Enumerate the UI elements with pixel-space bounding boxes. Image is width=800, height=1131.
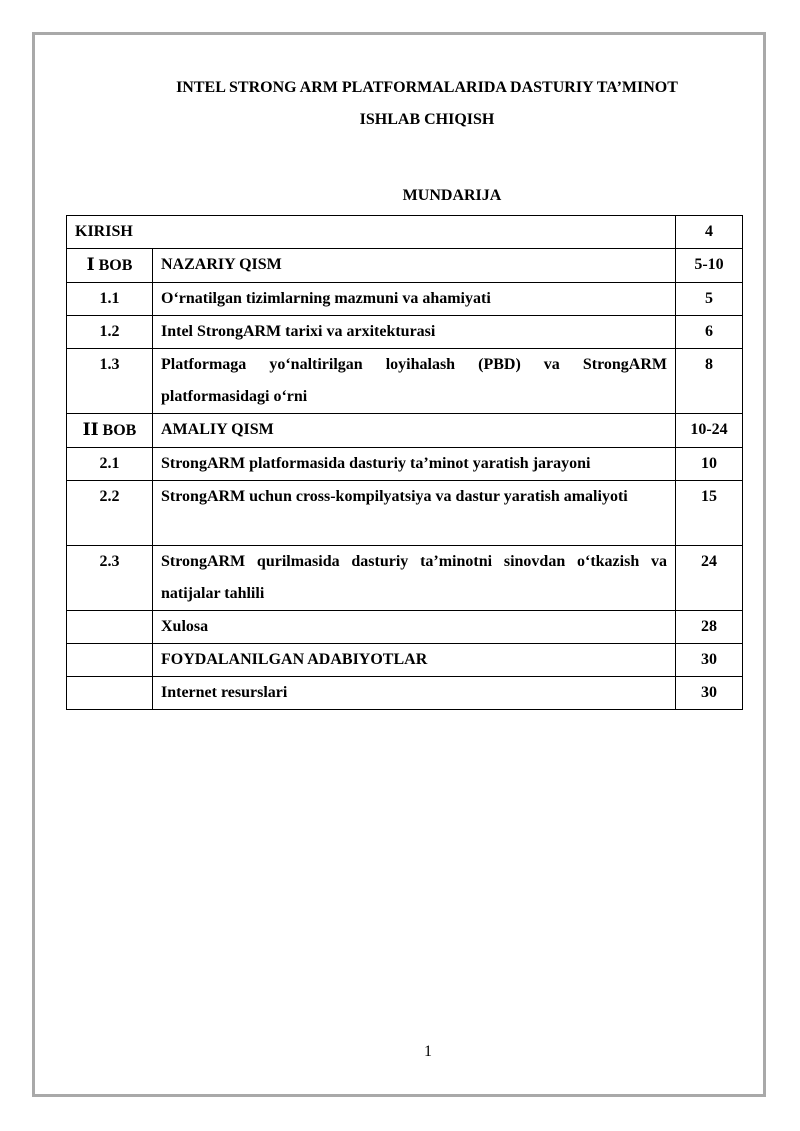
roman-numeral: II: [82, 420, 99, 440]
toc-title-cell: O‘rnatilgan tizimlarning mazmuni va ahamiyati: [153, 283, 676, 316]
toc-row-kirish: [67, 216, 743, 249]
toc-row: [67, 448, 743, 481]
toc-number-cell: 2.1: [67, 448, 153, 481]
document-title-line-1: INTEL STRONG ARM PLATFORMALARIDA DASTURIY TA’MINOT: [176, 79, 678, 96]
toc-title-cell: Platformaga yo‘naltirilgan loyihalash (PBD) va StrongARM platformasidagi o‘rni: [153, 349, 676, 414]
toc-title-cell: Internet resurslari: [153, 677, 676, 710]
toc-page-cell: 10: [676, 448, 743, 481]
toc-number-cell: 1.2: [67, 316, 153, 349]
toc-heading: MUNDARIJA: [402, 187, 502, 204]
table-of-contents: [66, 215, 743, 710]
toc-number-cell: [67, 249, 153, 283]
toc-page-cell: 6: [676, 316, 743, 349]
toc-row: [67, 611, 743, 644]
toc-title-cell: FOYDALANILGAN ADABIYOTLAR: [153, 644, 676, 677]
toc-title-cell: Xulosa: [153, 611, 676, 644]
chapter-label: BOB: [98, 422, 137, 439]
toc-title-cell: Intel StrongARM tarixi va arxitekturasi: [153, 316, 676, 349]
toc-number-cell: [67, 414, 153, 448]
chapter-label: BOB: [94, 257, 133, 274]
page-number: 1: [424, 1043, 432, 1060]
toc-number-cell: 2.2: [67, 481, 153, 546]
toc-number-cell: 2.3: [67, 546, 153, 611]
toc-page-cell: 10-24: [676, 414, 743, 448]
toc-page-cell: 30: [676, 644, 743, 677]
toc-title-cell: StrongARM uchun cross-kompilyatsiya va dastur yaratish amaliyoti: [153, 481, 676, 546]
toc-page-cell: 30: [676, 677, 743, 710]
toc-row: [67, 546, 743, 611]
toc-row: [67, 677, 743, 710]
toc-page-cell: 5: [676, 283, 743, 316]
toc-number-cell: 1.3: [67, 349, 153, 414]
toc-title-cell: StrongARM platformasida dasturiy ta’minot yaratish jarayoni: [153, 448, 676, 481]
toc-row: [67, 283, 743, 316]
toc-title-cell: KIRISH: [67, 216, 676, 249]
toc-page-cell: 24: [676, 546, 743, 611]
toc-number-cell: [67, 644, 153, 677]
toc-page-cell: 15: [676, 481, 743, 546]
toc-row: [67, 644, 743, 677]
toc-row: [67, 349, 743, 414]
toc-row: [67, 414, 743, 448]
toc-page-cell: 4: [676, 216, 743, 249]
toc-number-cell: [67, 611, 153, 644]
toc-title-cell: AMALIY QISM: [153, 414, 676, 448]
toc-page-cell: 5-10: [676, 249, 743, 283]
toc-number-cell: [67, 677, 153, 710]
toc-page-cell: 28: [676, 611, 743, 644]
document-title-line-2: ISHLAB CHIQISH: [359, 111, 495, 128]
toc-number-cell: 1.1: [67, 283, 153, 316]
roman-numeral: I: [86, 255, 95, 275]
toc-row: [67, 481, 743, 546]
toc-row: [67, 249, 743, 283]
toc-title-cell: NAZARIY QISM: [153, 249, 676, 283]
toc-title-cell: StrongARM qurilmasida dasturiy ta’minotni sinovdan o‘tkazish va natijalar tahlili: [153, 546, 676, 611]
toc-page-cell: 8: [676, 349, 743, 414]
toc-row: [67, 316, 743, 349]
